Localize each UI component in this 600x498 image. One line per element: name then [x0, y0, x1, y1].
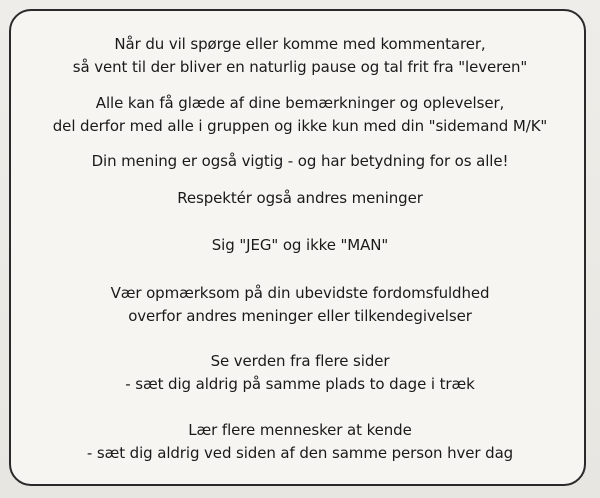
- rule-5-line-1: Sig "JEG" og ikke "MAN": [211, 236, 389, 254]
- rule-3-line-1: Din mening er også vigtig - og har betydning for os alle!: [91, 152, 509, 170]
- rule-2-line-1: Alle kan få glæde af dine bemærkninger og oplevelser,: [95, 94, 505, 112]
- rule-7-line-1: Se verden fra flere sider: [210, 352, 390, 370]
- rule-4-line-1: Respektér også andres meninger: [177, 189, 423, 207]
- rule-7-line-2: - sæt dig aldrig på samme plads to dage i træk: [125, 375, 475, 393]
- rule-8-line-1: Lær flere mennesker at kende: [188, 421, 412, 439]
- rule-1-line-1: Når du vil spørge eller komme med kommentarer,: [114, 35, 486, 53]
- rule-8-line-2: - sæt dig aldrig ved siden af den samme person hver dag: [86, 444, 514, 462]
- rule-1-line-2: så vent til der bliver en naturlig pause og tal frit fra "leveren": [72, 58, 528, 76]
- rule-2-line-2: del derfor med alle i gruppen og ikke kun med din "sidemand M/K": [52, 117, 548, 135]
- rule-6-line-1: Vær opmærksom på din ubevidste fordomsfuldhed: [110, 284, 490, 302]
- rule-6-line-2: overfor andres meninger eller tilkendegivelser: [128, 307, 472, 325]
